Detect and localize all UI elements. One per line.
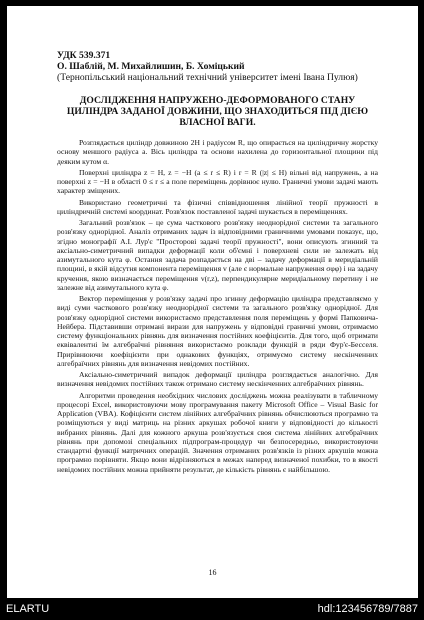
paragraph-2: Поверхні циліндра z = H, z = −H (a ≤ r ≤ R) і r = R (|z| ≤ H) вільні від напружень, а на поверхні z = −H в області 0 ≤ r ≤ a поле переміщень дорівнює нулю. Граничні умови задачі мають характер зміщених. bbox=[57, 167, 378, 196]
paragraph-3: Використано геометричні та фізичні співвідношення лінійної теорії пружності в циліндричній системі координат. Розв'язок поставленої задачі шукається в переміщеннях. bbox=[57, 197, 378, 216]
affiliation: (Тернопільський національний технічний університет імені Івана Пулюя) bbox=[57, 72, 358, 83]
paragraph-6: Аксіально-симетричний випадок деформації циліндра розглядається аналогічно. Для визначення невідомих постійних також отримано систему нескінченних алгебраїчних рівнянь. bbox=[57, 370, 378, 389]
udk-code: УДК 539.371 bbox=[57, 50, 111, 61]
paper-title: ДОСЛІДЖЕННЯ НАПРУЖЕНО-ДЕФОРМОВАНОГО СТАНУ ЦИЛІНДРА ЗАДАНОЇ ДОВЖИНИ, ЩО ЗНАХОДИТЬСЯ ПІД ДІЄЮ ВЛАСНОЇ ВАГИ. bbox=[66, 95, 369, 128]
paragraph-4: Загальний розв'язок – це сума часткового розв'язку неоднорідної системи та загального розв'язку однорідної. Аналіз отриманих задач із відповідними граничними умовами показує, що, згідно монографії А.І. Лур'є "Просторові задачі теорії пружності", вони описують згинний та аксіально-симетричний випадки деформації коли об'ємні і поверхневі сили не залежать від азимутального кута φ. Остання задача розпадається на дві – задачу деформації в меридіальній площині, в якій відсутня компонента переміщення v (але є нормальне напруження σφφ) і на задачу кручення, якою визначається переміщення v(r,z), перпендикулярне меридіальному перетину і не залежне від азимутального кута φ. bbox=[57, 218, 378, 292]
paragraph-5: Вектор переміщення у розв'язку задачі про згинну деформацію циліндра представляємо у виді суми часткового розв'язку неоднорідної системи та загального розв'язку однорідної. Для розв'язку однорідної системи використаємо представлення поля переміщень у формі Папковича-Нейбера. Підставивши отримані вирази для напружень у відповідні граничні умови, отримаємо систему функціональних рівнянь для визначення постійних коефіцієнтів. Для того, щоб отримати еквівалентні їм алгебраїчні рівняння використаємо розклади функцій в ряди Фур'є-Бесселя. Прирівнюючи коефіцієнти при однакових функціях, отримуємо систему нескінченних алгебраїчних рівнянь для визначення невідомих постійних. bbox=[57, 294, 378, 368]
page-number: 16 bbox=[208, 568, 217, 577]
document-page bbox=[7, 6, 418, 598]
paragraph-1: Розглядається циліндр довжиною 2H і радіусом R, що опирається на циліндричну жорстку основу меншого радіуса a. Вісь циліндра та основи нахилена до горизонтальної площини під деяким кутом α. bbox=[57, 138, 378, 166]
authors: О. Шаблій, М. Михайлишин, Б. Хоміцький bbox=[57, 61, 245, 72]
footer-bar bbox=[0, 598, 424, 620]
repository-name: ELARTU bbox=[6, 603, 50, 615]
handle-id: hdl:123456789/7887 bbox=[317, 603, 418, 615]
paragraph-7: Алгоритми проведення необхідних числових досліджень можна реалізувати в табличному процесорі Excel, використовуючи мову програмування пакету Microsoft Office – Visual Basic for Application (VBA). Кофіцієнти систем лінійних алгебраїчних рівнянь обчислюються програмно та розміщуються у виді матриць на різних аркушах робочої книги у відповідності до кількості вибраних рівнянь. Далі для кожного аркуша розв'язується своя система лінійних алгебраїчних рівнянь при допомозі спеціальних підпрограм-процедур чи безпосередньо, використовуючи стандартні функції матричних операцій. Значення отриманих розв'язків із різних аркушів можна програмно порівняти. Якщо вони відрізняються в межах наперед визначеної похибки, то в якості невідомих постійних можна прийняти результат, де кількість рівнянь є найбільшою. bbox=[57, 390, 378, 474]
